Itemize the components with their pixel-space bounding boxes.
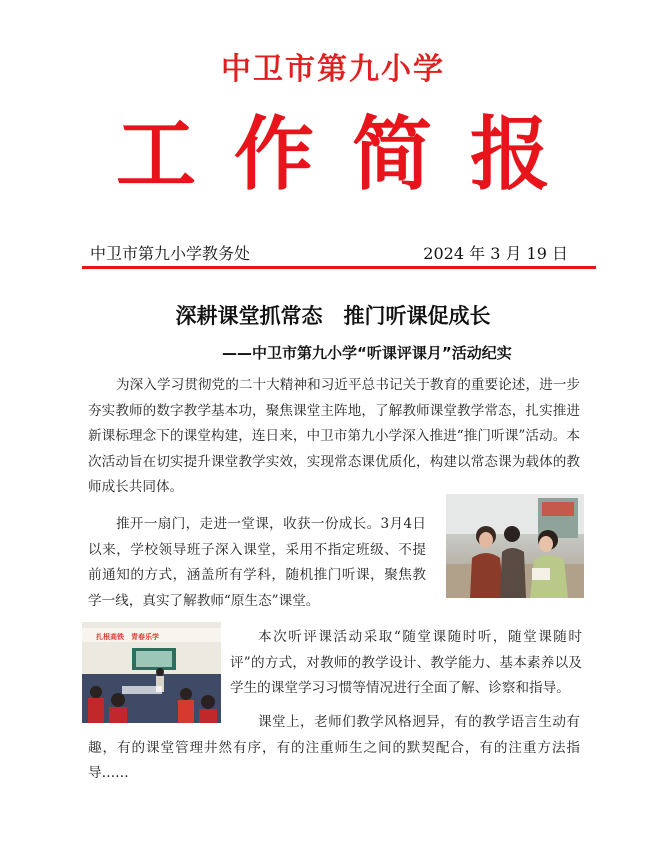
article-subtitle: ——中卫市第九小学“听课评课月”活动纪实 bbox=[222, 344, 512, 362]
paragraph-classroom: 课堂上，老师们教学风格迥异，有的教学语言生动有趣，有的课堂管理井然有序，有的注重师生之间的默契配合，有的注重方法指导…… bbox=[88, 714, 580, 781]
paragraph-intro: 为深入学习贯彻党的二十大精神和习近平总书记关于教育的重要论述，进一步夯实教师的数字教学基本功，聚焦课堂主阵地，了解教师课堂教学常态，扎实推进新课标理念下的课堂构建，连日来，中卫市第九小学深入推进“推门听课”活动。本次活动旨在切实提升课堂教学实效，实现常态课优质化，构建以常态课为载体的教师成长共同体。 bbox=[88, 377, 580, 495]
bulletin-title: 工作简报 bbox=[116, 107, 588, 201]
classroom-visit-photo bbox=[446, 494, 584, 598]
classroom-visit-illustration bbox=[446, 494, 584, 598]
paragraph-method: 本次听评课活动采取“随堂课随时听，随堂课随时评”的方式，对教师的教学设计、教学能力、基本素养以及学生的课堂学习习惯等情况进行全面了解、诊察和指导。 bbox=[230, 629, 582, 696]
department-label: 中卫市第九小学教务处 bbox=[90, 244, 251, 263]
classroom-lecture-illustration bbox=[82, 622, 221, 723]
school-name: 中卫市第九小学 bbox=[221, 52, 445, 87]
classroom-banner-text: 扎根高铁 青春乐学 bbox=[96, 633, 159, 641]
header-divider bbox=[82, 266, 596, 269]
paragraph-visit: 推开一扇门，走进一堂课，收获一份成长。3月4日以来，学校领导班子深入课堂，采用不指定班级、不提前通知的方式，涵盖所有学科，随机推门听课，聚焦教学一线，真实了解教师“原生态”课堂。 bbox=[88, 516, 426, 609]
article-title: 深耕课堂抓常态 推门听课促成长 bbox=[175, 304, 491, 328]
classroom-lecture-photo bbox=[82, 622, 221, 723]
issue-date: 2024 年 3 月 19 日 bbox=[423, 244, 568, 263]
